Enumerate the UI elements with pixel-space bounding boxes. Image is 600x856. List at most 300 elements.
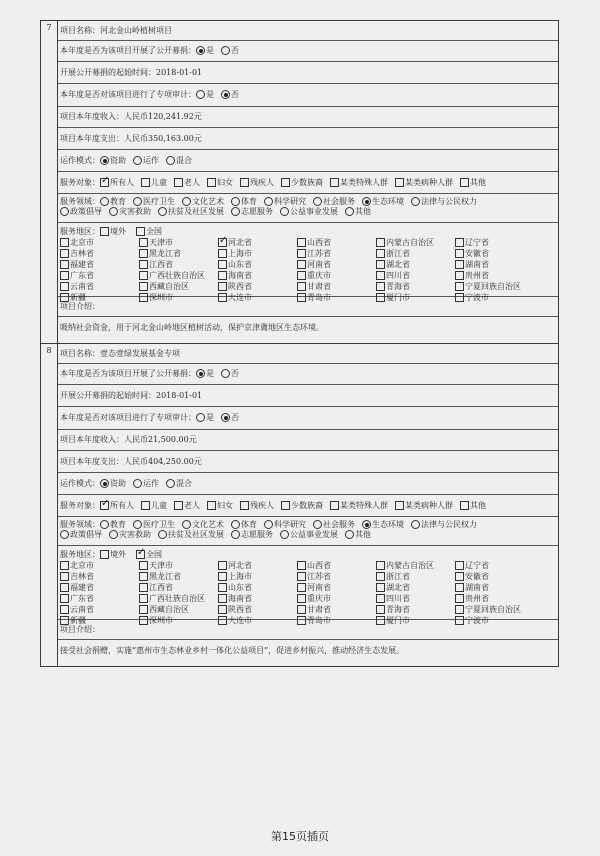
field-option-9[interactable] [109, 530, 151, 539]
checkbox-unchecked-icon[interactable] [218, 282, 227, 291]
region-option-31[interactable] [139, 615, 214, 626]
region-option-4[interactable] [376, 560, 451, 571]
audit-option-0[interactable] [196, 90, 214, 99]
radio-unchecked-icon[interactable] [100, 197, 109, 206]
checkbox-unchecked-icon[interactable] [455, 594, 464, 603]
checkbox-unchecked-icon[interactable] [60, 605, 69, 614]
checkbox-unchecked-icon[interactable] [455, 249, 464, 258]
checkbox-unchecked-icon[interactable] [297, 271, 306, 280]
field-option-7-label: 法律与公民权力 [421, 520, 477, 529]
checkbox-unchecked-icon[interactable] [297, 572, 306, 581]
target-option-4-label: 残疾人 [250, 501, 274, 510]
field-option-7[interactable] [411, 197, 477, 206]
region-option-12[interactable] [60, 582, 135, 593]
radio-checked-icon[interactable] [362, 197, 371, 206]
region-option-20[interactable] [218, 270, 293, 281]
region-option-34[interactable] [376, 615, 451, 626]
radio-unchecked-icon[interactable] [280, 207, 289, 216]
checkbox-unchecked-icon[interactable] [218, 249, 227, 258]
radio-checked-icon[interactable] [221, 413, 230, 422]
checkbox-unchecked-icon[interactable] [139, 238, 148, 247]
field-option-8[interactable] [60, 530, 102, 539]
region-option-3[interactable] [297, 237, 372, 248]
region-option-35[interactable] [455, 292, 530, 303]
field-option-13[interactable] [345, 530, 371, 539]
checkbox-unchecked-icon[interactable] [376, 594, 385, 603]
radio-unchecked-icon[interactable] [313, 197, 322, 206]
radio-unchecked-icon[interactable] [133, 156, 142, 165]
region-option-28[interactable] [376, 604, 451, 615]
field-option-8[interactable] [60, 207, 102, 216]
target-option-2[interactable] [174, 501, 200, 510]
region-option-27-label: 甘肃省 [307, 282, 331, 291]
field-option-6[interactable] [362, 197, 404, 206]
region-option-26[interactable] [218, 604, 293, 615]
radio-unchecked-icon[interactable] [109, 207, 118, 216]
region-option-29[interactable] [455, 604, 530, 615]
target-option-1[interactable] [141, 501, 167, 510]
field-option-3[interactable] [231, 197, 257, 206]
region-option-32[interactable] [218, 292, 293, 303]
checkbox-unchecked-icon[interactable] [455, 238, 464, 247]
checkbox-unchecked-icon[interactable] [330, 178, 339, 187]
audit-option-0-label: 是 [206, 90, 214, 99]
checkbox-unchecked-icon[interactable] [240, 501, 249, 510]
radio-unchecked-icon[interactable] [158, 530, 167, 539]
field-option-1-label: 医疗卫生 [143, 520, 175, 529]
checkbox-checked-icon[interactable] [136, 550, 145, 559]
radio-checked-icon[interactable] [100, 479, 109, 488]
field-option-9[interactable] [109, 207, 151, 216]
checkbox-unchecked-icon[interactable] [376, 271, 385, 280]
radio-unchecked-icon[interactable] [231, 530, 240, 539]
checkbox-unchecked-icon[interactable] [455, 561, 464, 570]
mode-option-0-label: 资助 [110, 156, 126, 165]
checkbox-unchecked-icon[interactable] [455, 293, 464, 302]
radio-unchecked-icon[interactable] [133, 479, 142, 488]
target-option-3-label: 妇女 [217, 501, 233, 510]
checkbox-unchecked-icon[interactable] [455, 616, 464, 625]
radio-unchecked-icon[interactable] [313, 520, 322, 529]
checkbox-unchecked-icon[interactable] [297, 282, 306, 291]
radio-unchecked-icon[interactable] [60, 530, 69, 539]
project-name-label: 项目名称： [60, 26, 100, 35]
checkbox-checked-icon[interactable] [218, 238, 227, 247]
checkbox-unchecked-icon[interactable] [139, 583, 148, 592]
target-option-6[interactable] [330, 501, 388, 510]
target-option-8[interactable] [460, 501, 486, 510]
checkbox-unchecked-icon[interactable] [218, 594, 227, 603]
region-option-18[interactable] [60, 593, 135, 604]
checkbox-unchecked-icon[interactable] [139, 605, 148, 614]
target-option-2[interactable] [174, 178, 200, 187]
radio-unchecked-icon[interactable] [182, 197, 191, 206]
region-option-26[interactable] [218, 281, 293, 292]
target-option-5[interactable] [281, 501, 323, 510]
region-option-23[interactable] [455, 270, 530, 281]
service-target-options [100, 178, 493, 187]
checkbox-unchecked-icon[interactable] [139, 282, 148, 291]
target-option-8[interactable] [460, 178, 486, 187]
region-option-33[interactable] [297, 292, 372, 303]
region-option-19[interactable] [139, 270, 214, 281]
checkbox-unchecked-icon[interactable] [60, 293, 69, 302]
checkbox-unchecked-icon[interactable] [297, 583, 306, 592]
field-option-10[interactable] [158, 530, 224, 539]
checkbox-unchecked-icon[interactable] [376, 238, 385, 247]
checkbox-unchecked-icon[interactable] [141, 178, 150, 187]
target-option-4[interactable] [240, 501, 274, 510]
checkbox-unchecked-icon[interactable] [218, 583, 227, 592]
checkbox-unchecked-icon[interactable] [139, 594, 148, 603]
region-option-17[interactable] [455, 582, 530, 593]
region-option-7[interactable] [139, 248, 214, 259]
checkbox-unchecked-icon[interactable] [139, 572, 148, 581]
radio-unchecked-icon[interactable] [60, 207, 69, 216]
region-option-27[interactable] [297, 281, 372, 292]
target-option-7[interactable] [395, 178, 453, 187]
checkbox-unchecked-icon[interactable] [218, 572, 227, 581]
region-option-27[interactable] [297, 604, 372, 615]
region-option-35[interactable] [455, 615, 530, 626]
checkbox-unchecked-icon[interactable] [376, 583, 385, 592]
checkbox-unchecked-icon[interactable] [60, 249, 69, 258]
fundraising-option-0[interactable] [196, 369, 214, 378]
field-option-12[interactable] [280, 530, 338, 539]
checkbox-unchecked-icon[interactable] [297, 238, 306, 247]
service-target-row [58, 495, 558, 517]
fundraising-row [58, 364, 558, 385]
region-option-6[interactable] [60, 571, 135, 582]
checkbox-unchecked-icon[interactable] [376, 616, 385, 625]
region-option-3[interactable] [297, 560, 372, 571]
mode-option-0[interactable] [100, 479, 126, 488]
region-option-3-label: 山西省 [307, 238, 331, 247]
region-option-18-label: 广东省 [70, 271, 94, 280]
service-field-row [58, 517, 558, 546]
field-option-12[interactable] [280, 207, 338, 216]
region-option-11[interactable] [455, 248, 530, 259]
mode-option-0[interactable] [100, 156, 126, 165]
checkbox-unchecked-icon[interactable] [376, 605, 385, 614]
target-option-3[interactable] [207, 178, 233, 187]
abroad-option-1[interactable] [136, 226, 162, 237]
checkbox-unchecked-icon[interactable] [139, 249, 148, 258]
field-option-2[interactable] [182, 197, 224, 206]
region-option-5[interactable] [455, 560, 530, 571]
checkbox-unchecked-icon[interactable] [460, 501, 469, 510]
region-option-11-label: 安徽省 [465, 572, 489, 581]
checkbox-unchecked-icon[interactable] [100, 550, 109, 559]
region-option-4[interactable] [376, 237, 451, 248]
region-option-17[interactable] [455, 259, 530, 270]
checkbox-unchecked-icon[interactable] [376, 249, 385, 258]
checkbox-unchecked-icon[interactable] [395, 501, 404, 510]
region-option-0[interactable] [60, 237, 135, 248]
checkbox-unchecked-icon[interactable] [60, 583, 69, 592]
checkbox-unchecked-icon[interactable] [60, 572, 69, 581]
region-option-18[interactable] [60, 270, 135, 281]
field-option-4[interactable] [264, 197, 306, 206]
checkbox-unchecked-icon[interactable] [376, 282, 385, 291]
field-option-11[interactable] [231, 207, 273, 216]
radio-unchecked-icon[interactable] [264, 520, 273, 529]
checkbox-unchecked-icon[interactable] [60, 271, 69, 280]
field-option-11[interactable] [231, 530, 273, 539]
checkbox-unchecked-icon[interactable] [218, 271, 227, 280]
checkbox-unchecked-icon[interactable] [297, 260, 306, 269]
region-option-9[interactable] [297, 571, 372, 582]
fundraising-option-1[interactable] [221, 369, 239, 378]
region-option-28[interactable] [376, 281, 451, 292]
radio-unchecked-icon[interactable] [221, 369, 230, 378]
radio-unchecked-icon[interactable] [221, 46, 230, 55]
region-option-7[interactable] [139, 571, 214, 582]
checkbox-unchecked-icon[interactable] [297, 249, 306, 258]
radio-checked-icon[interactable] [221, 90, 230, 99]
checkbox-unchecked-icon[interactable] [139, 293, 148, 302]
abroad-option-1[interactable] [136, 549, 162, 560]
field-option-5[interactable] [313, 197, 355, 206]
checkbox-unchecked-icon[interactable] [376, 572, 385, 581]
service-area-row [58, 223, 558, 302]
radio-unchecked-icon[interactable] [411, 197, 420, 206]
checkbox-unchecked-icon[interactable] [455, 605, 464, 614]
checkbox-unchecked-icon[interactable] [297, 293, 306, 302]
checkbox-unchecked-icon[interactable] [218, 260, 227, 269]
region-option-34[interactable] [376, 292, 451, 303]
field-option-10[interactable] [158, 207, 224, 216]
region-option-6-label: 吉林省 [70, 249, 94, 258]
abroad-option-0[interactable] [100, 226, 126, 237]
field-option-3[interactable] [231, 520, 257, 529]
radio-unchecked-icon[interactable] [166, 156, 175, 165]
target-option-0[interactable] [100, 178, 134, 187]
radio-unchecked-icon[interactable] [100, 520, 109, 529]
region-option-24[interactable] [60, 281, 135, 292]
radio-unchecked-icon[interactable] [196, 413, 205, 422]
mode-option-1[interactable] [133, 156, 159, 165]
checkbox-unchecked-icon[interactable] [281, 178, 290, 187]
checkbox-unchecked-icon[interactable] [218, 561, 227, 570]
region-option-9[interactable] [297, 248, 372, 259]
mode-option-1-label: 运作 [143, 479, 159, 488]
region-option-21-label: 重庆市 [307, 594, 331, 603]
region-option-24[interactable] [60, 604, 135, 615]
region-option-11[interactable] [455, 571, 530, 582]
region-option-16[interactable] [376, 582, 451, 593]
radio-unchecked-icon[interactable] [411, 520, 420, 529]
checkbox-unchecked-icon[interactable] [139, 260, 148, 269]
region-option-20[interactable] [218, 593, 293, 604]
checkbox-unchecked-icon[interactable] [455, 572, 464, 581]
checkbox-unchecked-icon[interactable] [376, 561, 385, 570]
checkbox-unchecked-icon[interactable] [60, 616, 69, 625]
region-option-14[interactable] [218, 259, 293, 270]
intro-text: 吸纳社会资金，用于河北金山岭地区植树活动，保护京津冀地区生态环境。 [60, 323, 324, 332]
region-option-10[interactable] [376, 248, 451, 259]
audit-option-0[interactable] [196, 413, 214, 422]
radio-unchecked-icon[interactable] [345, 207, 354, 216]
region-option-22[interactable] [376, 593, 451, 604]
checkbox-unchecked-icon[interactable] [139, 271, 148, 280]
checkbox-unchecked-icon[interactable] [376, 260, 385, 269]
mode-option-1[interactable] [133, 479, 159, 488]
radio-unchecked-icon[interactable] [166, 479, 175, 488]
region-option-5[interactable] [455, 237, 530, 248]
checkbox-unchecked-icon[interactable] [240, 178, 249, 187]
mode-option-2[interactable] [166, 156, 192, 165]
radio-checked-icon[interactable] [196, 369, 205, 378]
radio-unchecked-icon[interactable] [196, 90, 205, 99]
checkbox-unchecked-icon[interactable] [174, 501, 183, 510]
checkbox-checked-icon[interactable] [100, 178, 109, 187]
region-option-25[interactable] [139, 604, 214, 615]
checkbox-unchecked-icon[interactable] [460, 178, 469, 187]
region-option-26-label: 陕西省 [228, 605, 252, 614]
fundraising-option-0[interactable] [196, 46, 214, 55]
checkbox-checked-icon[interactable] [100, 501, 109, 510]
checkbox-unchecked-icon[interactable] [139, 561, 148, 570]
region-option-23[interactable] [455, 593, 530, 604]
field-option-0-label: 教育 [110, 520, 126, 529]
region-option-19[interactable] [139, 593, 214, 604]
checkbox-unchecked-icon[interactable] [395, 178, 404, 187]
checkbox-unchecked-icon[interactable] [218, 605, 227, 614]
radio-unchecked-icon[interactable] [280, 530, 289, 539]
region-option-21[interactable] [297, 270, 372, 281]
radio-unchecked-icon[interactable] [231, 197, 240, 206]
region-option-13[interactable] [139, 582, 214, 593]
audit-option-1[interactable] [221, 413, 239, 422]
region-option-0[interactable] [60, 560, 135, 571]
region-option-6-label: 吉林省 [70, 572, 94, 581]
region-option-14[interactable] [218, 582, 293, 593]
audit-row [58, 407, 558, 430]
region-option-10[interactable] [376, 571, 451, 582]
region-option-1[interactable] [139, 560, 214, 571]
checkbox-unchecked-icon[interactable] [297, 616, 306, 625]
radio-unchecked-icon[interactable] [133, 197, 142, 206]
radio-checked-icon[interactable] [100, 156, 109, 165]
field-option-1[interactable] [133, 520, 175, 529]
region-option-15[interactable] [297, 259, 372, 270]
abroad-option-0[interactable] [100, 549, 126, 560]
field-option-6[interactable] [362, 520, 404, 529]
intro-text-row [58, 317, 558, 343]
target-option-1[interactable] [141, 178, 167, 187]
target-option-7[interactable] [395, 501, 453, 510]
target-option-0[interactable] [100, 501, 134, 510]
checkbox-unchecked-icon[interactable] [297, 594, 306, 603]
region-option-32[interactable] [218, 615, 293, 626]
radio-unchecked-icon[interactable] [182, 520, 191, 529]
checkbox-unchecked-icon[interactable] [136, 227, 145, 236]
region-option-2[interactable] [218, 237, 293, 248]
region-option-29[interactable] [455, 281, 530, 292]
checkbox-unchecked-icon[interactable] [281, 501, 290, 510]
checkbox-unchecked-icon[interactable] [60, 282, 69, 291]
region-option-22[interactable] [376, 270, 451, 281]
region-option-15[interactable] [297, 582, 372, 593]
region-option-16[interactable] [376, 259, 451, 270]
checkbox-unchecked-icon[interactable] [174, 178, 183, 187]
radio-unchecked-icon[interactable] [133, 520, 142, 529]
target-option-6[interactable] [330, 178, 388, 187]
region-option-21[interactable] [297, 593, 372, 604]
field-option-4[interactable] [264, 520, 306, 529]
region-option-8[interactable] [218, 571, 293, 582]
checkbox-unchecked-icon[interactable] [376, 293, 385, 302]
mode-option-2[interactable] [166, 479, 192, 488]
target-option-3[interactable] [207, 501, 233, 510]
checkbox-unchecked-icon[interactable] [139, 616, 148, 625]
region-option-13[interactable] [139, 259, 214, 270]
fundraising-option-1[interactable] [221, 46, 239, 55]
income-row [58, 107, 558, 128]
region-option-1[interactable] [139, 237, 214, 248]
radio-unchecked-icon[interactable] [264, 197, 273, 206]
region-option-33[interactable] [297, 615, 372, 626]
checkbox-unchecked-icon[interactable] [207, 178, 216, 187]
radio-unchecked-icon[interactable] [231, 520, 240, 529]
checkbox-unchecked-icon[interactable] [330, 501, 339, 510]
checkbox-unchecked-icon[interactable] [455, 260, 464, 269]
radio-checked-icon[interactable] [196, 46, 205, 55]
target-option-4[interactable] [240, 178, 274, 187]
region-option-27-label: 甘肃省 [307, 605, 331, 614]
region-option-25[interactable] [139, 281, 214, 292]
checkbox-unchecked-icon[interactable] [141, 501, 150, 510]
region-option-12[interactable] [60, 259, 135, 270]
checkbox-unchecked-icon[interactable] [60, 594, 69, 603]
region-option-2-label: 河北省 [228, 561, 252, 570]
target-option-5[interactable] [281, 178, 323, 187]
radio-unchecked-icon[interactable] [109, 530, 118, 539]
region-option-6[interactable] [60, 248, 135, 259]
radio-unchecked-icon[interactable] [345, 530, 354, 539]
radio-unchecked-icon[interactable] [158, 207, 167, 216]
checkbox-unchecked-icon[interactable] [60, 238, 69, 247]
checkbox-unchecked-icon[interactable] [60, 260, 69, 269]
checkbox-unchecked-icon[interactable] [297, 605, 306, 614]
field-option-1[interactable] [133, 197, 175, 206]
checkbox-unchecked-icon[interactable] [455, 583, 464, 592]
checkbox-unchecked-icon[interactable] [207, 501, 216, 510]
radio-checked-icon[interactable] [362, 520, 371, 529]
radio-unchecked-icon[interactable] [231, 207, 240, 216]
field-option-13[interactable] [345, 207, 371, 216]
field-option-7[interactable] [411, 520, 477, 529]
region-option-14-label: 山东省 [228, 583, 252, 592]
region-option-8[interactable] [218, 248, 293, 259]
region-option-2[interactable] [218, 560, 293, 571]
checkbox-unchecked-icon[interactable] [218, 616, 227, 625]
checkbox-unchecked-icon[interactable] [455, 271, 464, 280]
checkbox-unchecked-icon[interactable] [100, 227, 109, 236]
field-option-5[interactable] [313, 520, 355, 529]
intro-label: 项目介绍： [60, 625, 100, 634]
checkbox-unchecked-icon[interactable] [218, 293, 227, 302]
field-option-0[interactable] [100, 197, 126, 206]
audit-option-1[interactable] [221, 90, 239, 99]
field-option-2[interactable] [182, 520, 224, 529]
checkbox-unchecked-icon[interactable] [60, 561, 69, 570]
checkbox-unchecked-icon[interactable] [297, 561, 306, 570]
field-option-0[interactable] [100, 520, 126, 529]
region-option-31[interactable] [139, 292, 214, 303]
checkbox-unchecked-icon[interactable] [455, 282, 464, 291]
